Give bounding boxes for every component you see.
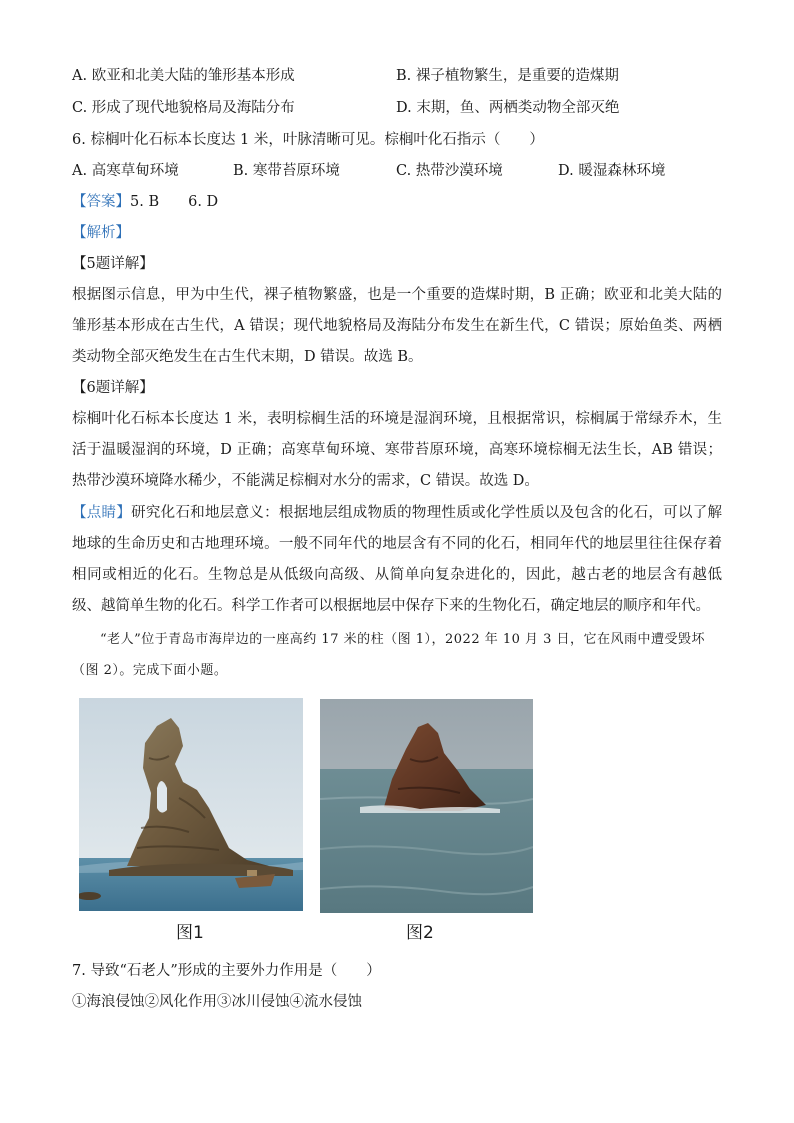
- detail5-tag: 【5题详解】: [72, 256, 154, 272]
- q6-option-a: A. 高寒草甸环境: [72, 163, 179, 179]
- q5-option-a: A. 欧亚和北美大陆的雏形基本形成: [72, 68, 295, 84]
- detail6-text: 棕榈叶化石标本长度达 1 米，表明棕榈生活的环境是湿润环境，且根据常识，棕榈属于常绿乔木，生活于温暖湿润的环境，D 正确；高寒草甸环境、寒带苔原环境，高寒环境棕榈无法生长，AB 错误；热带沙漠环境降水稀少，不能满足棕榈对水分的需求，C 错误。故选 D。: [72, 411, 722, 489]
- remark-tag: 【点睛】: [72, 505, 132, 521]
- detail6-tag: 【6题详解】: [72, 380, 154, 396]
- scenario-intro: “老人”位于青岛市海岸边的一座高约 17 米的柱（图 1），2022 年 10 月 3 日，它在风雨中遭受毁坏（图 2）。完成下面小题。: [72, 632, 706, 678]
- answer-tag: 【答案】: [72, 194, 130, 210]
- answer-text: 5. B 6. D: [130, 194, 219, 210]
- analysis-tag: 【解析】: [72, 225, 130, 241]
- figure-2-photo: [320, 699, 533, 913]
- q7-stem: 7. 导致“石老人”形成的主要外力作用是（ ）: [72, 963, 381, 979]
- q5-option-c: C. 形成了现代地貌格局及海陆分布: [72, 100, 295, 116]
- q5-option-b: B. 裸子植物繁生，是重要的造煤期: [396, 68, 619, 84]
- q6-stem: 6. 棕榈叶化石标本长度达 1 米，叶脉清晰可见。棕榈叶化石指示（ ）: [72, 132, 544, 148]
- q5-option-d: D. 末期，鱼、两栖类动物全部灭绝: [396, 100, 620, 116]
- remark-paragraph: [72, 498, 722, 622]
- q7-options: ①海浪侵蚀②风化作用③冰川侵蚀④流水侵蚀: [72, 994, 362, 1010]
- q6-option-b: B. 寒带苔原环境: [233, 163, 340, 179]
- detail5-text: 根据图示信息，甲为中生代，裸子植物繁盛，也是一个重要的造煤时期，B 正确；欧亚和北美大陆的雏形基本形成在古生代，A 错误；现代地貌格局及海陆分布发生在新生代，C 错误；原始鱼类、两栖类动物全部灭绝发生在古生代末期，D 错误。故选 B。: [72, 287, 722, 365]
- figure-1-caption: 图1: [176, 923, 204, 943]
- q6-option-d: D. 暖湿森林环境: [558, 163, 666, 179]
- figure-1-photo: [79, 698, 303, 911]
- figure-2-caption: 图2: [406, 923, 434, 943]
- answer-line: [72, 192, 218, 212]
- q6-option-c: C. 热带沙漠环境: [396, 163, 503, 179]
- remark-text: 研究化石和地层意义：根据地层组成物质的物理性质或化学性质以及包含的化石，可以了解地球的生命历史和古地理环境。一般不同年代的地层含有不同的化石，相同年代的地层里往往保存着相同或相近的化石。生物总是从低级向高级、从简单向复杂进化的，因此，越古老的地层含有越低级、越简单生物的化石。科学工作者可以根据地层中保存下来的生物化石，确定地层的顺序和年代。: [72, 505, 723, 614]
